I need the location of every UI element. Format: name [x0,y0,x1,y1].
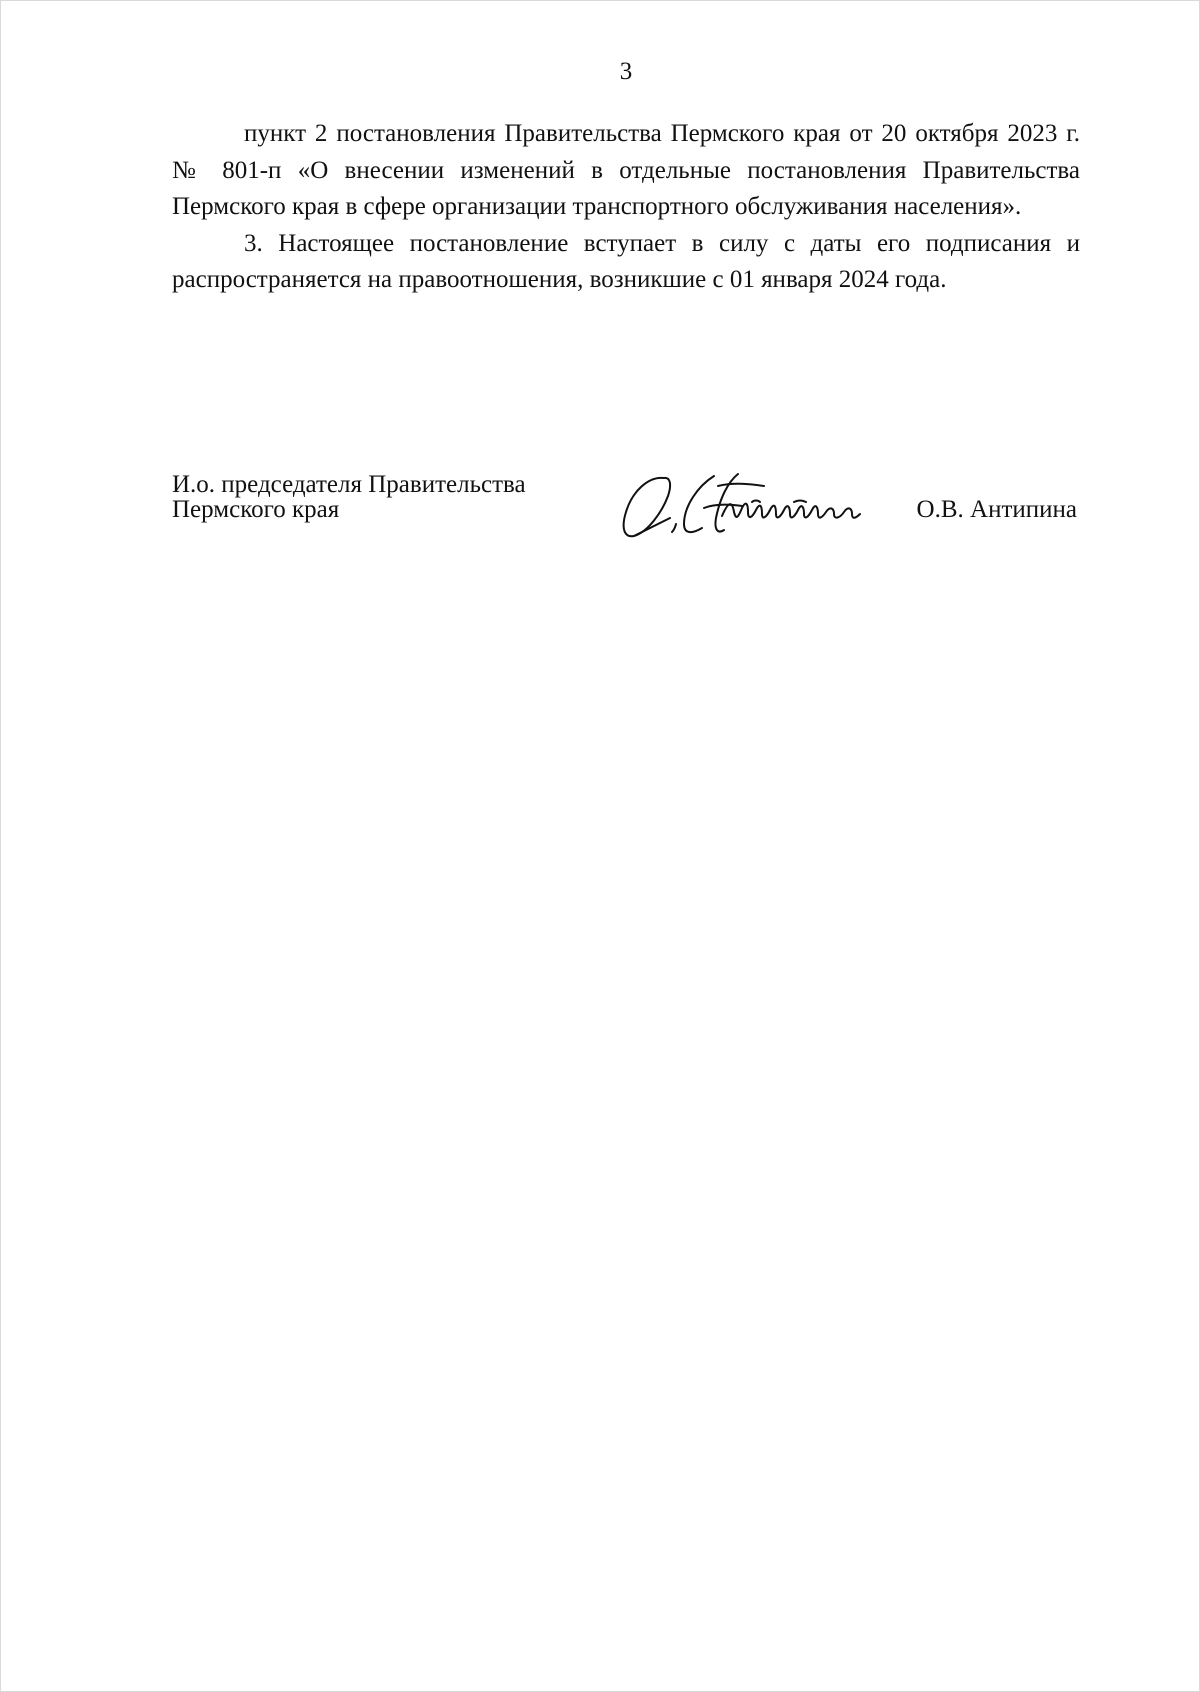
signer-position-line-1: И.о. председателя Правительства [172,471,526,498]
paragraph-3: 3. Настоящее постановление вступает в силу с даты его подписания и распространяется на правоотношения, возникшие с 01 января 2024 года. [172,229,1080,293]
document-body [172,116,1080,299]
handwritten-signature-icon [618,472,898,542]
signer-name: О.В. Антипина [916,496,1077,523]
signer-position [172,472,526,522]
signature-block [172,472,1080,552]
signer-position-line-2: Пермского края [172,496,340,523]
paragraph-continuation: пункт 2 постановления Правительства Пермского края от 20 октября 2023 г. № 801-п «О внесении изменений в отдельные постановления Правительства Пермского края в сфере организации транспортного обслуживания населения». [172,120,1080,220]
page-number: 3 [619,58,633,85]
